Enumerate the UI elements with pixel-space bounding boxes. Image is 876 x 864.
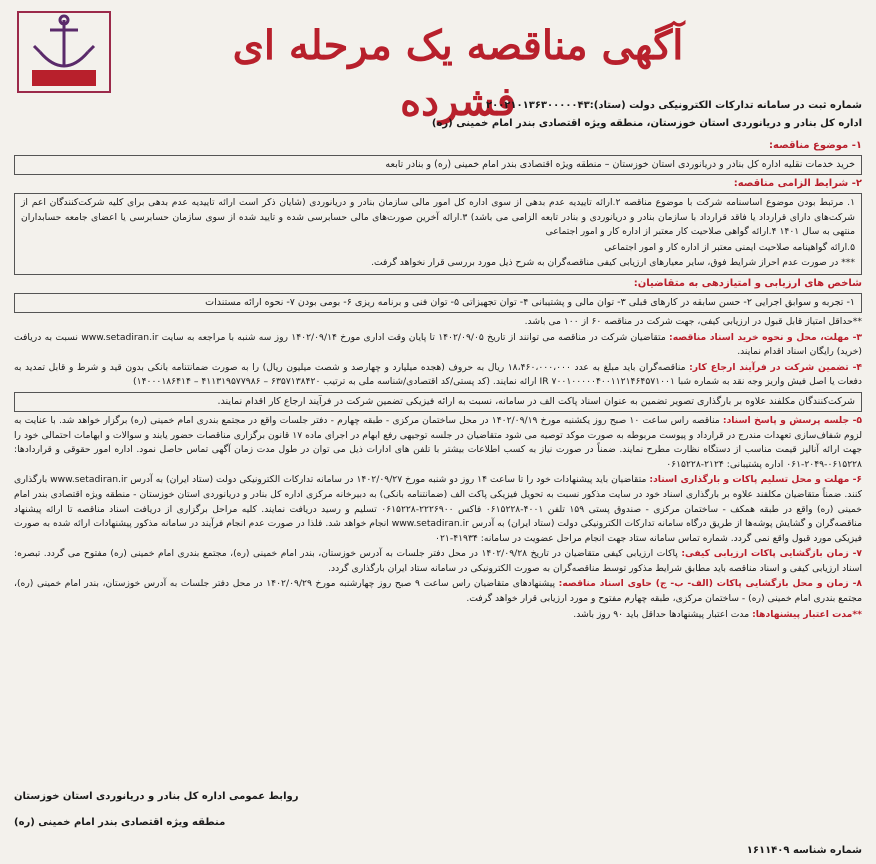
section-submission: [14, 473, 862, 546]
footer: [14, 784, 862, 856]
section-guarantee-title: ۴- تضمین شرکت در فرآیند ارجاع کار:: [689, 361, 862, 373]
public-relations-signature: [14, 784, 298, 836]
section-subject-text: خرید خدمات نقلیه اداره کل بنادر و دریانوردی استان خوزستان – منطقه ویژه اقتصادی بندر امام خمینی (ره) و بنادر تابعه: [385, 159, 855, 170]
section-envelope-opening-title: ۸- زمان و محل بازگشایی پاکات (الف- ب- ج) حاوی اسناد مناقصه:: [558, 578, 862, 590]
pr-line-1: روابط عمومی اداره کل بنادر و دریانوردی استان خوزستان: [14, 791, 299, 802]
section-evaluation-title: شاخص های ارزیابی و امتیازدهی به متقاضیان:: [633, 277, 862, 289]
port-anchor-logo: [14, 8, 114, 96]
section-requirements-title: ۲- شرایط الزامی مناقصه:: [733, 178, 862, 189]
requirements-paragraph-1: ۱. مرتبط بودن موضوع اساسنامه شرکت با موضوع مناقصه ۲.ارائه تاییدیه عدم بدهی از سوی اداره کل امور مالی سازمان بنادر و دریانوردی (شایان ذکر است ارائه تاییدیه عدم بدهی برای کلیه شرکت‌کنندگان اعم از شرکت‌های دارای قرارداد یا فاقد قرارداد با سازمان بنادر و دریانوردی و بنادر تابعه الزامی می باشد) ۳.ارائه آخرین صورت‌های مالی حسابرسی شده و تایید شده از سوی سازمان حسابرسی یا اعضای جامعه حسابداران منتهی به سال ۱۴۰۱ ۴.ارائه گواهی صلاحیت کار معتبر از اداره کار و امور اجتماعی: [21, 197, 856, 238]
requirements-paragraph-3: *** در صورت عدم احراز شرایط فوق، سایر معیارهای ارزیابی کیفی مناقصه‌گران به شرح ذیل مورد بررسی قرار نخواهد گرفت.: [371, 257, 855, 269]
section-envelope-opening: [14, 577, 862, 606]
page-title: آگهی مناقصه یک مرحله ای فشرده: [232, 22, 684, 125]
section-quality-opening: [14, 547, 862, 576]
pr-line-2: منطقه ویژه اقتصادی بندر امام خمینی (ره): [14, 817, 226, 828]
guarantee-note: شرکت‌کنندگان مکلفند علاوه بر بارگذاری تصویر تضمین به عنوان اسناد پاکت الف در سامانه، نسبت به ارائه فیزیکی تضمین شرکت در فرآیند ارجاع کار اقدام نمایند.: [217, 395, 855, 407]
section-subject-box: [14, 155, 862, 175]
requirements-paragraph-2: ۵.ارائه گواهینامه صلاحیت ایمنی معتبر از اداره کار و امور اجتماعی: [604, 241, 855, 253]
section-quality-opening-title: ۷- زمان بازگشایی پاکات ارزیابی کیفی:: [681, 548, 862, 560]
section-quality-opening-text: پاکات ارزیابی کیفی متقاضیان در تاریخ ۱۴۰۲/۰۹/۲۸ در محل دفتر جلسات به آدرس خوزستان، بندر امام خمینی (ره)، مجتمع بندری امام خمینی (ره) مفتوح می گردد. تبصره: اسناد ارزیابی کیفی و اسناد مناقصه باید مطابق شرایط مذکور توسط مناقصه‌گران به صورت الکترونیکی در سامانه ستاد ایران بارگذاری گردد.: [14, 548, 862, 574]
section-purchase-title: ۳- مهلت، محل و نحوه خرید اسناد مناقصه:: [669, 331, 863, 343]
evaluation-text: ۱- تجربه و سوابق اجرایی ۲- حسن سابقه در کارهای قبلی ۳- توان مالی و پشتیبانی ۴- توان تجهیزاتی ۵- توان فنی و برنامه ریزی ۶- بومی بودن ۷- نحوه ارائه مستندات: [205, 296, 855, 308]
section-qa-text: مناقصه راس ساعت ۱۰ صبح روز یکشنبه مورخ ۱۴۰۲/۰۹/۱۹ در محل ساختمان مرکزی - طبقه چهارم - دفتر جلسات واقع در مجتمع بندری امام خمینی (ره) برگزار خواهد شد. با عنایت به لزوم شفاف‌سازی تعهدات مندرج در قرارداد و پیوست مربوطه به صورت موکد توصیه می شود متقاضیان در جلسه توجیهی رفع ابهام در اجرای ماده ۱۷ قانون برگزاری مناقصات حضور یابند و سوالات و ابهامات احتمالی خود را جهت ارائه آنالیز قیمت مناسب از دستگاه نظارت مطرح نمایند. ضمناً در صورت نیاز به کسب اطلاعات بیشتر با تلفن های ادارات ذیل می توان در طول مدت زمان آگهی تماس حاصل نمود. اداره امور حقوقی و قراردادها: ۰۶۱۵۲۲۸-۲۰۴۹-۰۶۱ اداره پشتیبانی: ۲۱۲۴-۰۶۱۵۲۲۸: [14, 414, 863, 470]
section-submission-title: ۶- مهلت و محل تسلیم پاکات و بارگذاری اسناد:: [649, 474, 862, 486]
section-qa: [14, 414, 862, 472]
organization-line: اداره کل بنادر و دریانوردی استان خوزستان، منطقه ویژه اقتصادی بندر امام خمینی (ره): [431, 118, 862, 129]
ad-id: شماره شناسه ۱۶۱۱۴۰۹: [746, 845, 862, 856]
section-submission-text: متقاضیان باید پیشنهادات خود را تا ساعت ۱۴ روز دو شنبه مورخ ۱۴۰۲/۰۹/۲۷ در سامانه تدارکات الکترونیکی دولت (ستاد ایران) به آدرس www.setadiran.ir بارگذاری کنند. ضمناً متقاضیان مکلفند علاوه بر بارگذاری اسناد خود در سایت مذکور نسبت به تحویل فیزیکی پاکت الف (ضمانتنامه بانکی) به دبیرخانه مرکزی اداره کل بنادر و دریانوردی استان خوزستان - منطقه ویژه اقتصادی بندر امام خمینی (ره) واقع در طبقه همکف - ساختمان مرکزی - صندوق پستی ۱۵۹ تلفن ۴۰۰۱-۰۶۱۵۲۲۸ فاکس ۲۲۲۶۹۰۰-۰۶۱۵۲۲۸ تسلیم و رسید دریافت نمایند. کلیه مراحل برگزاری از دریافت اسناد مناقصه تا ارائه پیشنهاد مناقصه‌گران و گشایش پوشه‌ها از طریق درگاه سامانه تدارکات الکترونیکی دولت (ستاد ایران) به آدرس www.setadiran.ir انجام خواهد شد. فلذا در صورت عدم انجام فرآیند در سامانه مذکور پیشنهادات ارائه شده به صورت فیزیکی مورد قبول واقع نمی گردد. شماره تماس سامانه ستاد جهت انجام مراحل عضویت در سامانه: ۴۱۹۳۴-۰۲۱: [14, 474, 862, 544]
section-purchase: [14, 331, 862, 360]
section-guarantee-text: مناقصه‌گران باید مبلغ به عدد ۱۸،۴۶۰،۰۰۰،۰۰۰ ریال به حروف (هجده میلیارد و چهارصد و شصت میلیون ریال) را به صورت ضمانتنامه بانکی بدون قید و شرط و قابل تمدید به دفعات یا اصل فیش واریز وجه نقد به شماره شبا IR ۷۰۰۱۰۰۰۰۰۴۰۰۱۱۲۱۴۶۴۵۷۱۰۰۱ ارائه نمایند. (کد پستی/کد اقتصادی/شناسه ملی به ترتیب ۶۳۵۷۱۳۸۴۲۰ – ۴۱۱۳۱۹۵۷۷۹۸۶ – ۱۴۰۰۰۱۸۶۴۱۴): [14, 361, 862, 388]
registration-line: شماره ثبت در سامانه تدارکات الکترونیکی دولت (ستاد):۲۰۰۲۱۰۱۳۶۳۰۰۰۰۰۴۳: [485, 100, 862, 111]
section-evaluation-box: [14, 293, 862, 313]
min-score-note: **حداقل امتیاز قابل قبول در ارزیابی کیفی، جهت شرکت در مناقصه ۶۰ از ۱۰۰ می باشد.: [524, 315, 862, 327]
section-guarantee: [14, 361, 862, 390]
section-purchase-text: متقاضیان شرکت در مناقصه می توانند از تاریخ ۱۴۰۲/۰۹/۰۵ تا پایان وقت اداری مورخ ۱۴۰۲/۰۹/۱۴ روز سه شنبه با مراجعه به سایت www.setadiran.ir نسبت به دریافت (خرید) رایگان اسناد اقدام نمایند.: [14, 331, 862, 358]
section-validity-text: مدت اعتبار پیشنهادها حداقل باید ۹۰ روز باشد.: [573, 608, 750, 620]
section-qa-title: ۵- جلسه پرسش و پاسخ اسناد:: [722, 414, 863, 426]
section-validity-title: **مدت اعتبار پیشنهادها:: [752, 608, 862, 620]
section-requirements-box: [14, 193, 862, 275]
guarantee-note-box: [14, 392, 862, 412]
section-envelope-opening-text: پیشنهادهای متقاضیان راس ساعت ۹ صبح روز چهارشنبه مورخ ۱۴۰۲/۰۹/۲۹ در محل دفتر جلسات به آدرس خوزستان، بندر امام خمینی (ره)، مجتمع بندری امام خمینی (ره) - ساختمان مرکزی، طبقه چهارم مفتوح و مورد ارزیابی قرار خواهد گرفت.: [14, 578, 862, 605]
section-subject-title: ۱- موضوع مناقصه:: [769, 140, 862, 151]
section-validity: [14, 608, 862, 623]
advert-body: [14, 139, 862, 623]
